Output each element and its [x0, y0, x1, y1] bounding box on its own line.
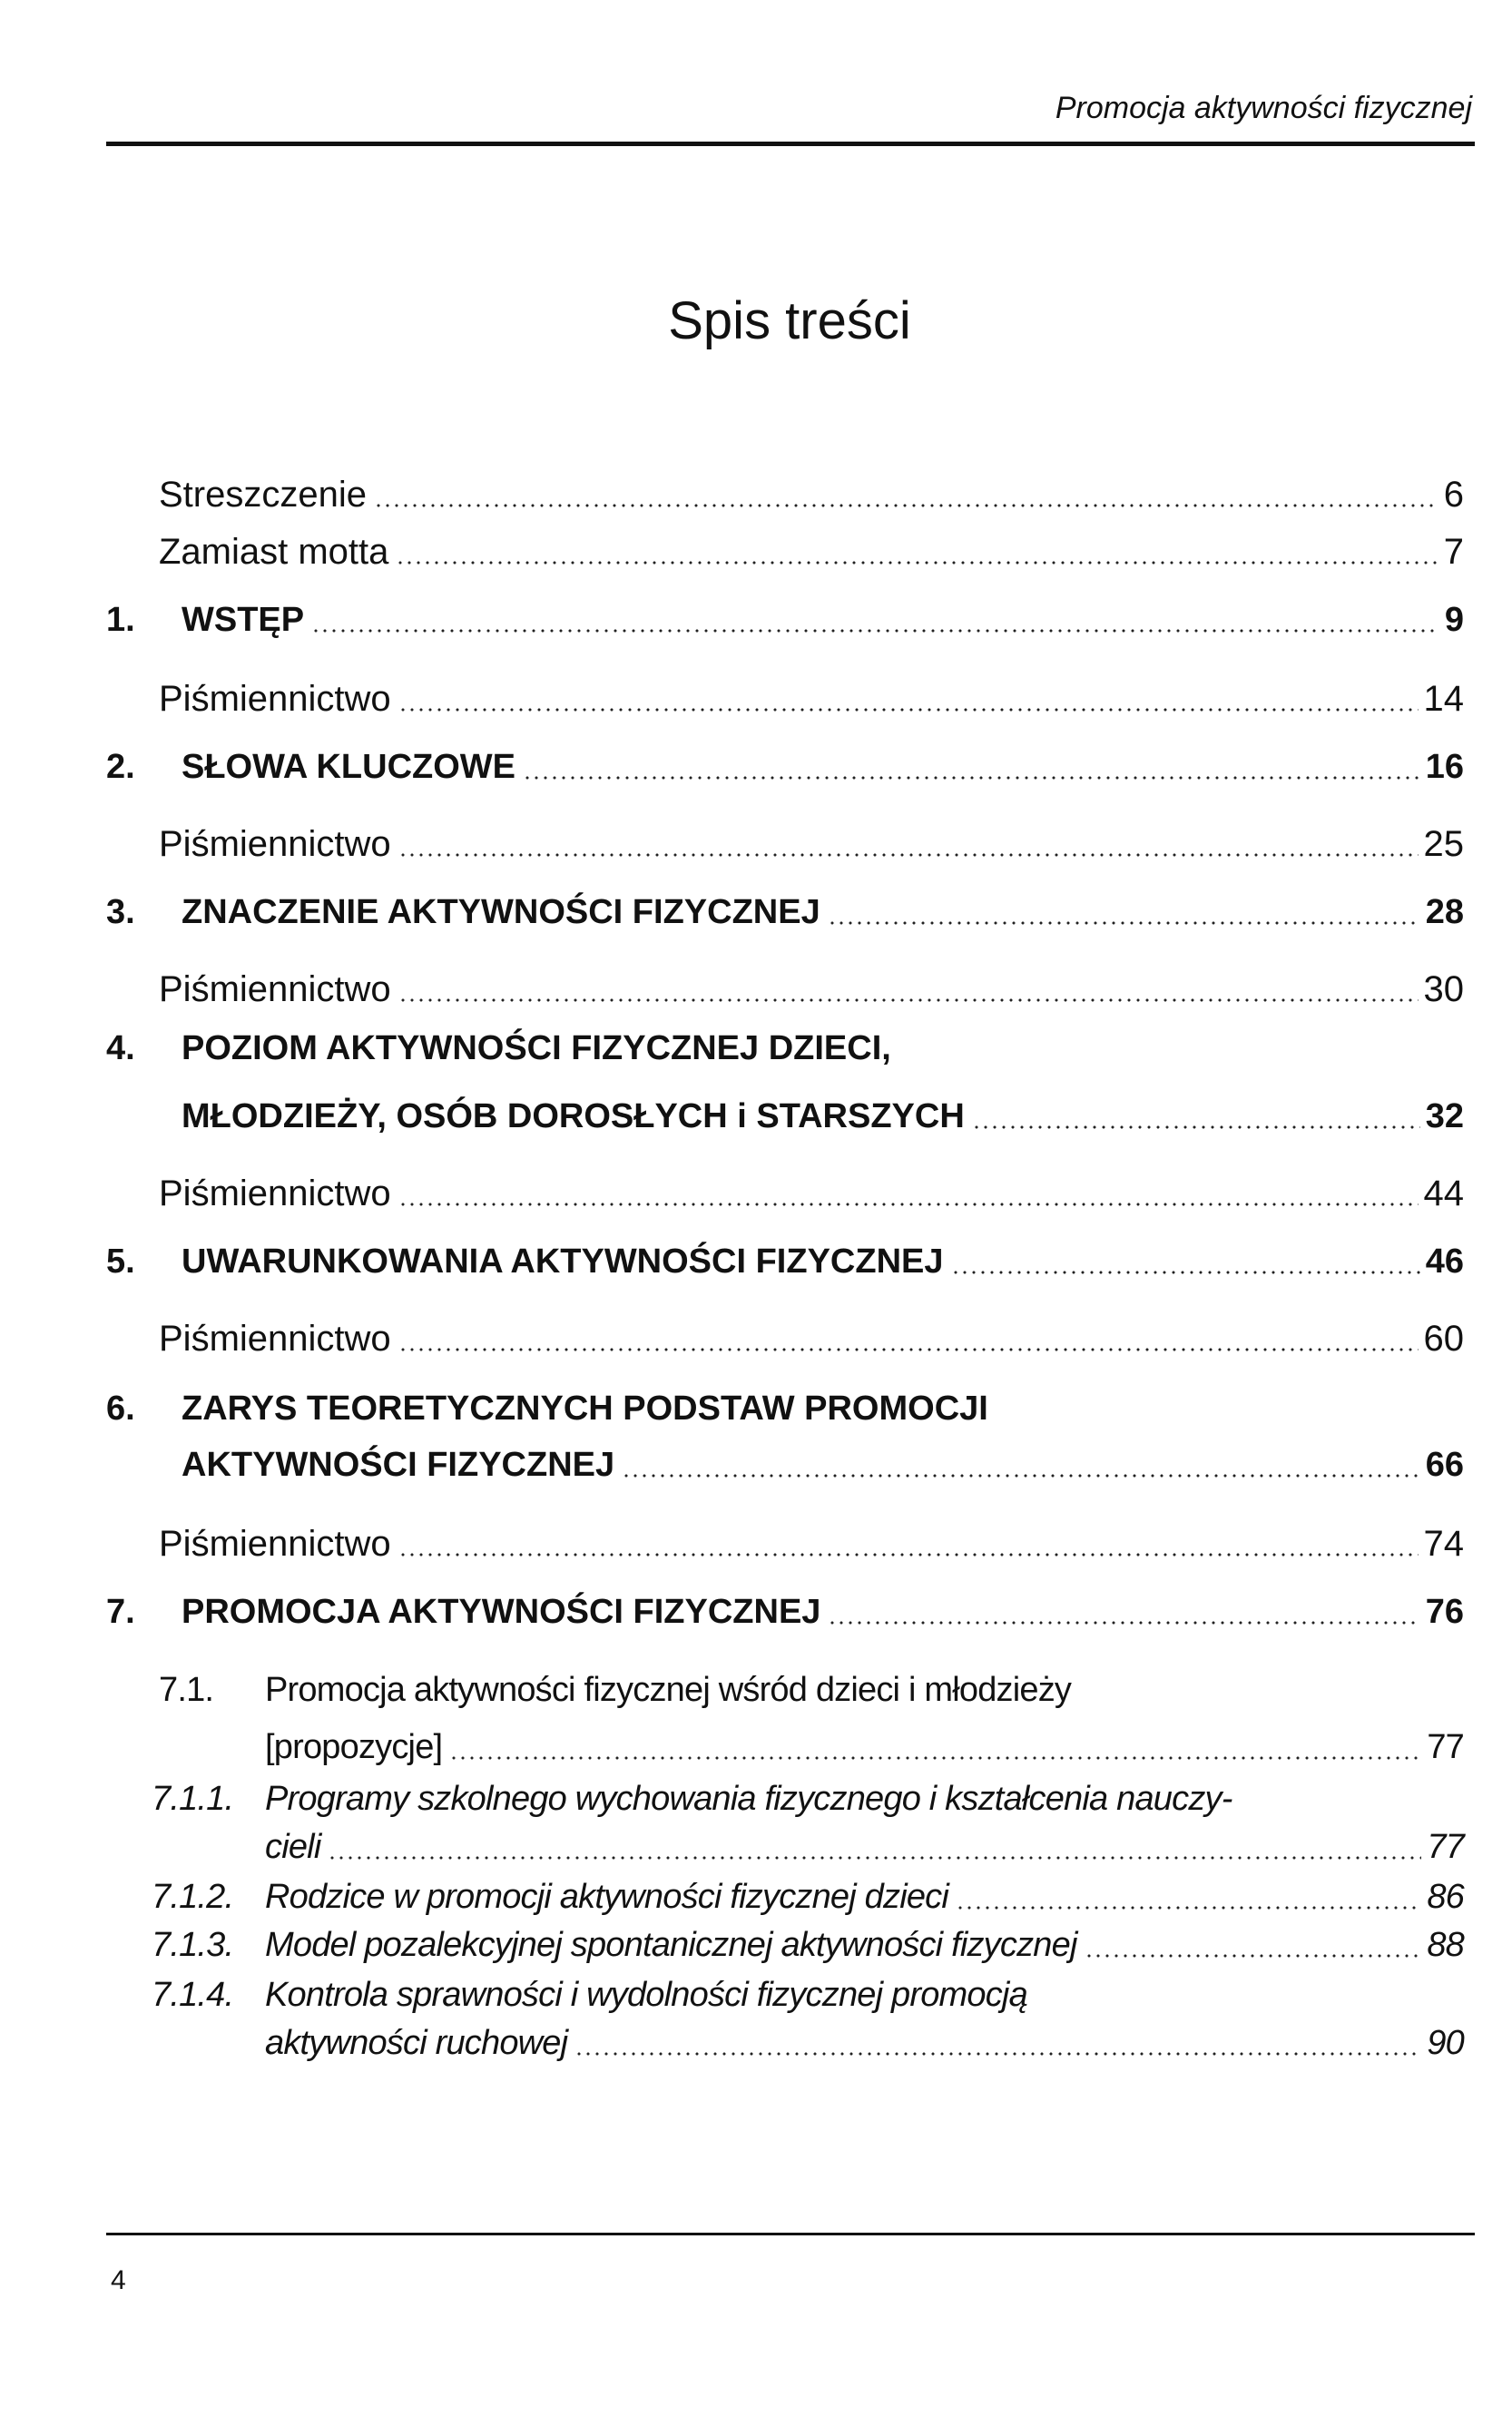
dot-leader	[972, 1125, 1420, 1129]
toc-subsection[interactable]	[106, 1775, 1464, 1822]
toc-label: Piśmiennictwo	[159, 1319, 391, 1359]
toc-page: 90	[1427, 2024, 1464, 2062]
toc-chapter[interactable]	[106, 596, 1464, 643]
toc-subsection[interactable]	[106, 1921, 1464, 1969]
toc-label: Kontrola sprawności i wydolności fizycznej promocją	[265, 1976, 1027, 2014]
toc-label: PROMOCJA AKTYWNOŚCI FIZYCZNEJ	[182, 1593, 821, 1631]
toc-chapter[interactable]	[106, 1238, 1464, 1285]
toc-page: 76	[1425, 1593, 1464, 1631]
toc-number: 7.1.4.	[152, 1976, 234, 2014]
toc-chapter-continued[interactable]	[106, 1441, 1464, 1488]
header-rule	[106, 142, 1475, 146]
dot-leader	[449, 1756, 1421, 1760]
toc-page: 66	[1425, 1446, 1464, 1484]
toc-subsection-continued[interactable]	[106, 1724, 1464, 1771]
toc-subsection[interactable]	[106, 1666, 1464, 1714]
toc-number: 7.1.3.	[152, 1926, 234, 1964]
toc-subsection[interactable]	[106, 1971, 1464, 2018]
toc-label: cieli	[265, 1828, 321, 1866]
toc-label: MŁODZIEŻY, OSÓB DOROSŁYCH i STARSZYCH	[182, 1097, 965, 1135]
toc-chapter[interactable]	[106, 1588, 1464, 1635]
toc-page: 25	[1423, 824, 1464, 864]
toc-page: 77	[1427, 1728, 1464, 1766]
toc-label: Streszczenie	[159, 475, 367, 515]
toc-label: ZARYS TEORETYCZNYCH PODSTAW PROMOCJI	[182, 1390, 988, 1428]
footer-rule	[106, 2233, 1475, 2235]
toc-label: Promocja aktywności fizycznej wśród dzieci i młodzieży	[265, 1671, 1072, 1709]
toc-page: 30	[1423, 969, 1464, 1009]
toc-chapter[interactable]	[106, 743, 1464, 791]
toc-entry[interactable]	[106, 675, 1464, 722]
toc-subsection-continued[interactable]	[106, 1823, 1464, 1871]
dot-leader	[951, 1271, 1420, 1274]
dot-leader	[956, 1906, 1421, 1910]
dot-leader	[398, 708, 1419, 712]
toc-page: 28	[1425, 893, 1464, 931]
dot-leader	[1085, 1954, 1422, 1958]
toc-entry[interactable]	[106, 1315, 1464, 1362]
toc-page: 77	[1427, 1828, 1464, 1866]
dot-leader	[398, 1553, 1419, 1557]
toc-page: 88	[1427, 1926, 1464, 1964]
toc-number: 5.	[106, 1242, 135, 1281]
dot-leader	[328, 1856, 1421, 1860]
toc-number: 1.	[106, 601, 135, 639]
toc-chapter-continued[interactable]	[106, 1093, 1464, 1140]
page-title: Spis treści	[668, 291, 911, 350]
dot-leader	[622, 1474, 1420, 1478]
toc-page: 14	[1423, 679, 1464, 719]
toc-label: Piśmiennictwo	[159, 679, 391, 719]
toc-page: 46	[1425, 1242, 1464, 1281]
toc-entry[interactable]	[106, 1520, 1464, 1567]
dot-leader	[311, 629, 1439, 633]
dot-leader	[828, 1621, 1419, 1625]
toc-chapter[interactable]	[106, 1385, 1464, 1432]
toc-number: 4.	[106, 1029, 135, 1067]
toc-label: [propozycje]	[265, 1728, 443, 1766]
running-header: Promocja aktywności fizycznej	[1055, 91, 1472, 125]
toc-page: 74	[1423, 1524, 1464, 1564]
toc-entry[interactable]	[106, 966, 1464, 1013]
toc-entry[interactable]	[106, 1170, 1464, 1217]
dot-leader	[574, 2052, 1421, 2056]
toc-number: 3.	[106, 893, 135, 931]
toc-chapter[interactable]	[106, 889, 1464, 936]
toc-page: 86	[1427, 1878, 1464, 1916]
dot-leader	[398, 998, 1419, 1002]
toc-subsection[interactable]	[106, 1873, 1464, 1920]
toc-page: 44	[1423, 1174, 1464, 1213]
toc-subsection-continued[interactable]	[106, 2019, 1464, 2067]
toc-page: 7	[1443, 532, 1464, 572]
dot-leader	[396, 561, 1438, 565]
toc-label: ZNACZENIE AKTYWNOŚCI FIZYCZNEJ	[182, 893, 820, 931]
toc-entry[interactable]	[106, 471, 1464, 518]
toc-label: Rodzice w promocji aktywności fizycznej dzieci	[265, 1878, 949, 1916]
toc-label: Piśmiennictwo	[159, 969, 391, 1009]
dot-leader	[398, 853, 1419, 857]
toc-label: Piśmiennictwo	[159, 1174, 391, 1213]
dot-leader	[398, 1203, 1419, 1206]
toc-number: 7.1.1.	[152, 1780, 234, 1818]
toc-number: 6.	[106, 1390, 135, 1428]
toc-page: 32	[1425, 1097, 1464, 1135]
toc-label: Programy szkolnego wychowania fizycznego i kształcenia nauczy-	[265, 1780, 1232, 1818]
toc-label: AKTYWNOŚCI FIZYCZNEJ	[182, 1446, 615, 1484]
toc-page: 60	[1423, 1319, 1464, 1359]
toc-page: 16	[1425, 748, 1464, 786]
toc-number: 7.1.2.	[152, 1878, 234, 1916]
toc-number: 7.1.	[159, 1671, 214, 1709]
toc-label: UWARUNKOWANIA AKTYWNOŚCI FIZYCZNEJ	[182, 1242, 944, 1281]
toc-label: Piśmiennictwo	[159, 824, 391, 864]
toc-page: 9	[1444, 601, 1464, 639]
toc-label: Model pozalekcyjnej spontanicznej aktywności fizycznej	[265, 1926, 1077, 1964]
toc-chapter[interactable]	[106, 1025, 1464, 1072]
dot-leader	[828, 921, 1420, 925]
page-number: 4	[111, 2265, 126, 2295]
toc-label: aktywności ruchowej	[265, 2024, 568, 2062]
toc-number: 2.	[106, 748, 135, 786]
toc-label: Zamiast motta	[159, 532, 389, 572]
toc-number: 7.	[106, 1593, 135, 1631]
toc-entry[interactable]	[106, 820, 1464, 868]
toc-label: WSTĘP	[182, 601, 305, 639]
dot-leader	[523, 776, 1420, 780]
toc-page: 6	[1443, 475, 1464, 515]
dot-leader	[374, 504, 1438, 507]
toc-label: SŁOWA KLUCZOWE	[182, 748, 515, 786]
toc-label: Piśmiennictwo	[159, 1524, 391, 1564]
dot-leader	[398, 1348, 1419, 1351]
toc-label: POZIOM AKTYWNOŚCI FIZYCZNEJ DZIECI,	[182, 1029, 891, 1067]
toc-entry[interactable]	[106, 528, 1464, 575]
